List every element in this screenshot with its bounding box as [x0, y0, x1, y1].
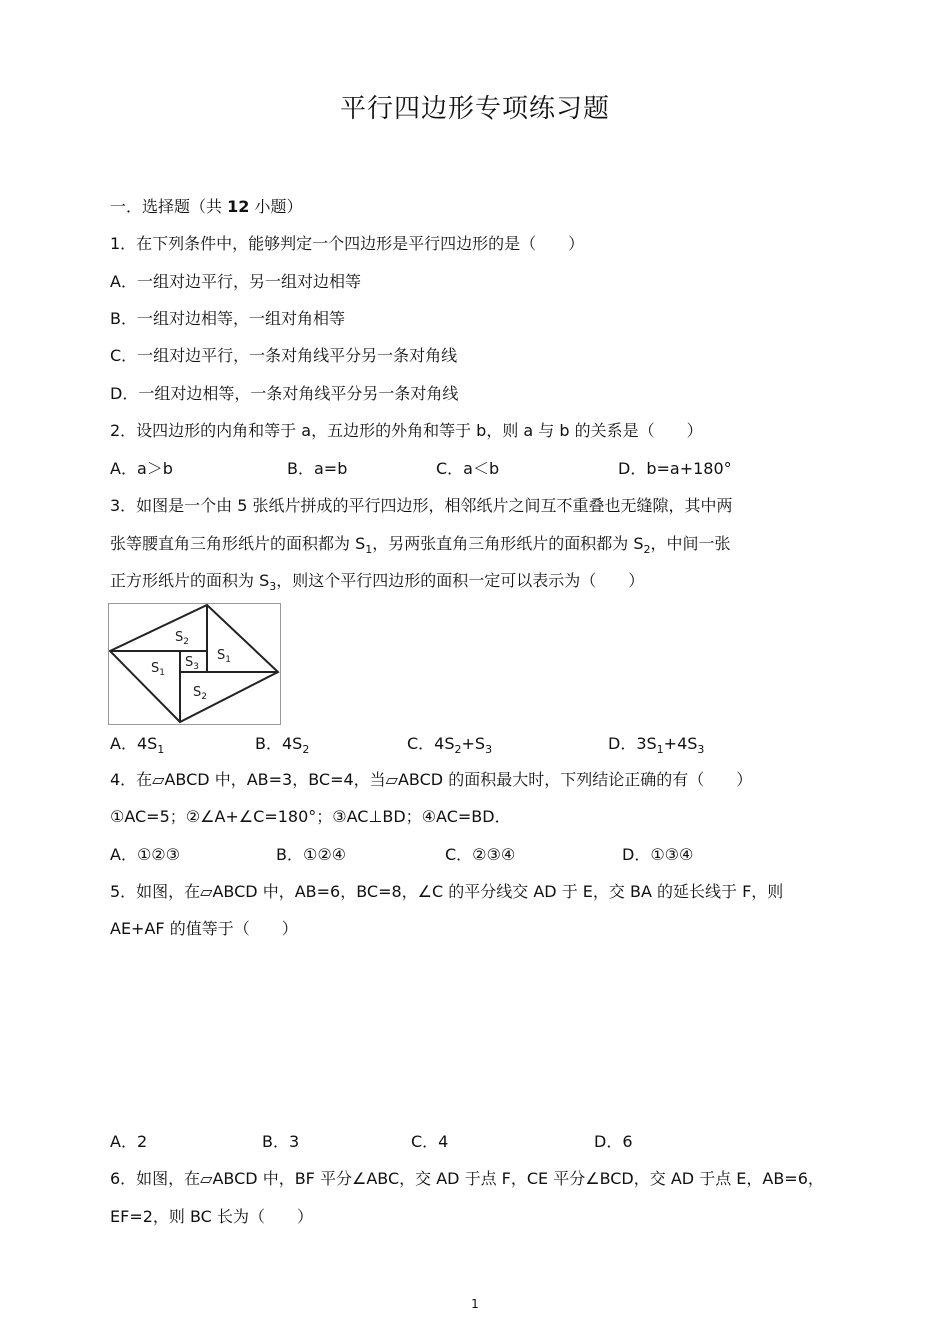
q4-option-d: D．①③④: [622, 845, 694, 864]
page-title: 平行四边形专项练习题: [339, 94, 610, 124]
q1-option-d: D．一组对边相等，一条对角线平分另一条对角线: [110, 384, 459, 403]
q1-option-b: B．一组对边相等，一组对角相等: [110, 309, 345, 328]
q2-option-a: A．a＞b: [110, 459, 173, 478]
label-s1-left: $S_1$: [151, 661, 165, 678]
label-s3-center: $S_3$: [185, 655, 199, 672]
q3-line-1: 3．如图是一个由 5 张纸片拼成的平行四边形，相邻纸片之间互不重叠也无缝隙，其中两: [110, 496, 733, 515]
q4-stem: 4．在▱ABCD 中，AB=3，BC=4，当▱ABCD 的面积最大时，下列结论正确的有（ ）: [110, 770, 753, 789]
q5-option-c: C．4: [411, 1132, 449, 1151]
q5-option-b: B．3: [262, 1132, 300, 1151]
q4-conditions: ①AC=5；②∠A+∠C=180°；③AC⊥BD；④AC=BD．: [110, 807, 511, 826]
q6-line-2: EF=2，则 BC 长为（ ）: [110, 1207, 313, 1226]
q3-option-c: C．$4S_2+S_3$: [407, 734, 493, 756]
q1-option-c: C．一组对边平行，一条对角线平分另一条对角线: [110, 346, 458, 365]
q3-parallelogram-figure: [108, 603, 281, 725]
page-number: 1: [471, 1297, 479, 1311]
q5-line-1: 5．如图，在▱ABCD 中，AB=6，BC=8，∠C 的平分线交 AD 于 E，交 BA 的延长线于 F，则: [110, 882, 784, 901]
q2-option-d: D．b=a+180°: [618, 459, 732, 478]
q5-option-d: D．6: [594, 1132, 633, 1151]
section-heading: 一．选择题（共 12 小题）: [110, 197, 303, 216]
q5-line-2: AE+AF 的值等于（ ）: [110, 919, 298, 938]
q4-option-c: C．②③④: [445, 845, 516, 864]
q1-stem: 1．在下列条件中，能够判定一个四边形是平行四边形的是（ ）: [110, 234, 585, 253]
q3-option-b: B．$4S_2$: [255, 734, 310, 756]
q2-stem: 2．设四边形的内角和等于 a，五边形的外角和等于 b，则 a 与 b 的关系是（ ）: [110, 421, 703, 440]
q1-option-a: A．一组对边平行，另一组对边相等: [110, 272, 361, 291]
q5-option-a: A．2: [110, 1132, 148, 1151]
label-s1-right: $S_1$: [217, 648, 231, 665]
q2-option-b: B．a=b: [287, 459, 348, 478]
label-s2-bottom: $S_2$: [193, 685, 207, 702]
q3-option-a: A．$4S_1$: [110, 734, 165, 756]
q2-option-c: C．a＜b: [436, 459, 500, 478]
q4-option-a: A．①②③: [110, 845, 180, 864]
q6-line-1: 6．如图，在▱ABCD 中，BF 平分∠ABC，交 AD 于点 F，CE 平分∠BCD，交 AD 于点 E，AB=6，: [110, 1169, 824, 1188]
label-s2-top: $S_2$: [175, 630, 189, 647]
q3-line-3: 正方形纸片的面积为 $S_3$，则这个平行四边形的面积一定可以表示为（ ）: [110, 571, 645, 593]
q3-option-d: D．$3S_1+4S_3$: [608, 734, 705, 756]
q4-option-b: B．①②④: [276, 845, 347, 864]
q3-line-2: 张等腰直角三角形纸片的面积都为 $S_1$，另两张直角三角形纸片的面积都为 $S_2$，中间一张: [110, 534, 731, 556]
